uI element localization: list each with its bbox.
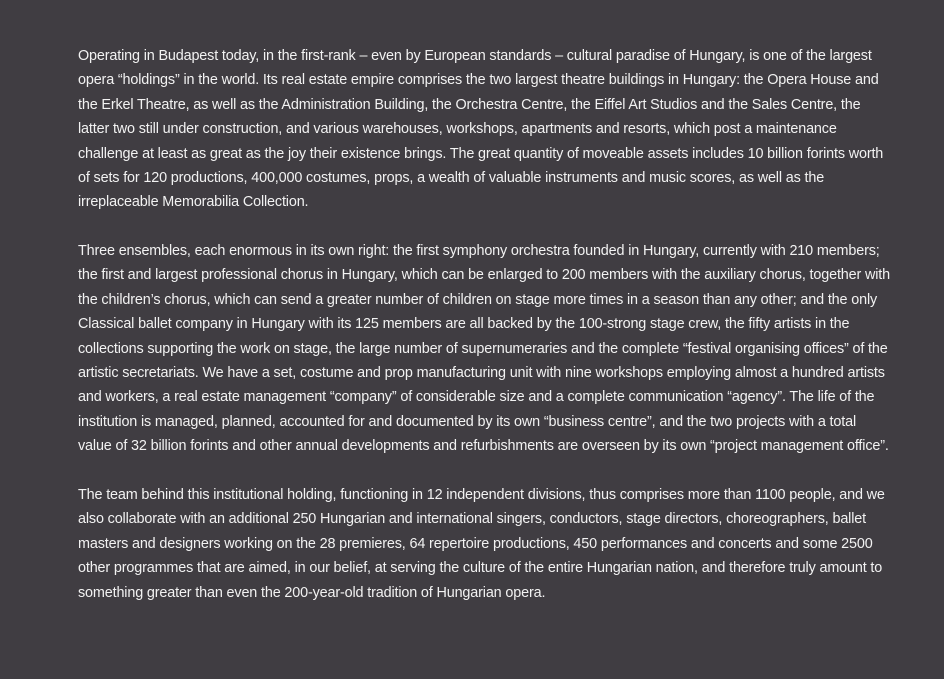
article-body <box>78 44 890 605</box>
paragraph-holdings: Operating in Budapest today, in the first-rank – even by European standards – cultural paradise of Hungary, is one of the largest opera “holdings” in the world. Its real estate empire comprises the two largest theatre buildings in Hungary: the Opera House and the Erkel Theatre, as well as the Administration Building, the Orchestra Centre, the Eiffel Art Studios and the Sales Centre, the latter two still under construction, and various warehouses, workshops, apartments and resorts, which post a maintenance challenge at least as great as the joy their existence brings. The great quantity of moveable assets includes 10 billion forints worth of sets for 120 productions, 400,000 costumes, props, a wealth of valuable instruments and music scores, as well as the irreplaceable Memorabilia Collection. <box>78 48 884 211</box>
paragraph-team: The team behind this institutional holding, functioning in 12 independent divisions, thus comprises more than 1100 people, and we also collaborate with an additional 250 Hungarian and international singers, conductors, stage directors, choreographers, ballet masters and designers working on the 28 premieres, 64 repertoire productions, 450 performances and concerts and some 2500 other programmes that are aimed, in our belief, at serving the culture of the entire Hungarian nation, and therefore truly amount to something greater than even the 200-year-old tradition of Hungarian opera. <box>78 486 885 601</box>
paragraph-ensembles: Three ensembles, each enormous in its own right: the first symphony orchestra founded in Hungary, currently with 210 members; the first and largest professional chorus in Hungary, which can be enlarged to 200 members with the auxiliary chorus, together with the children’s chorus, which can send a greater number of children on stage more times in a season than any other; and the only Classical ballet company in Hungary with its 125 members are all backed by the 100-strong stage crew, the fifty artists in the collections supporting the work on stage, the large number of supernumeraries and the complete “festival organising offices” of the artistic secretariats. We have a set, costume and prop manufacturing unit with nine workshops employing almost a hundred artists and workers, a real estate management “company” of considerable size and a complete communication “agency”. The life of the institution is managed, planned, accounted for and documented by its own “business centre”, and the two projects with a total value of 32 billion forints and other annual developments and refurbishments are overseen by its own “project management office”. <box>78 243 890 455</box>
